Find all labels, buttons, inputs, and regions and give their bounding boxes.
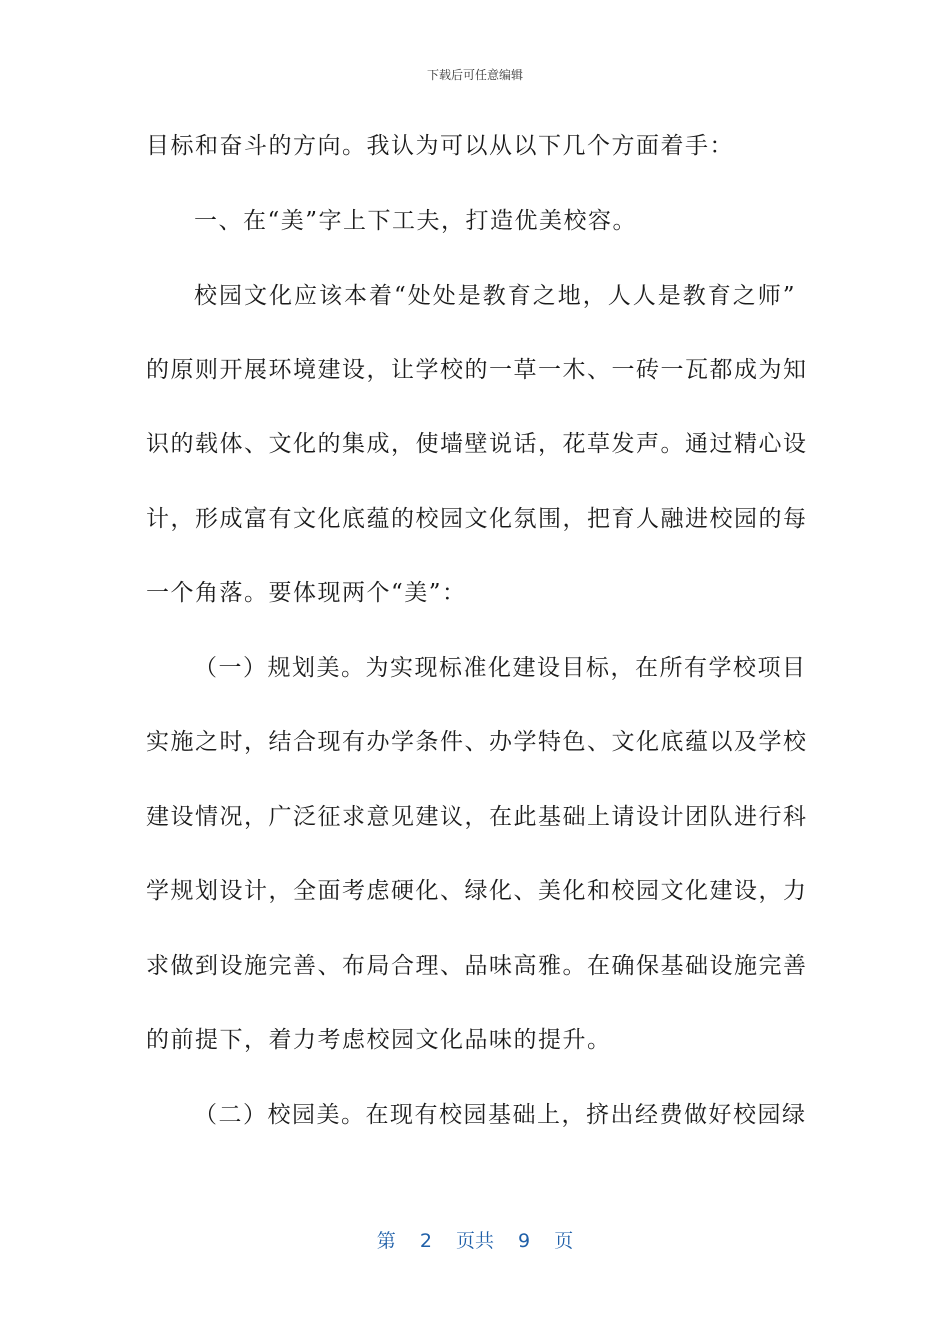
- subsection-line: （一）规划美。为实现标准化建设目标，在所有学校项目: [194, 655, 807, 681]
- header-note: 下载后可任意编辑: [426, 68, 523, 82]
- text-line: 求做到设施完善、布局合理、品味高雅。在确保基础设施完善: [146, 953, 808, 979]
- total-pages-number: 9: [518, 1230, 531, 1252]
- text-line: 学规划设计，全面考虑硬化、绿化、美化和校园文化建设，力: [146, 878, 808, 904]
- text-line: 的原则开展环境建设，让学校的一草一木、一砖一瓦都成为知: [146, 357, 808, 383]
- page-label-suffix: 页: [554, 1230, 574, 1252]
- subsection-line: （二）校园美。在现有校园基础上，挤出经费做好校园绿: [194, 1102, 807, 1128]
- text-line: 建设情况，广泛征求意见建议，在此基础上请设计团队进行科: [146, 804, 808, 830]
- text-line: 计，形成富有文化底蕴的校园文化氛围，把育人融进校园的每: [146, 506, 808, 532]
- current-page-number: 2: [419, 1230, 432, 1252]
- text-line: 目标和奋斗的方向。我认为可以从以下几个方面着手：: [146, 133, 734, 159]
- page-number-footer: [0, 1226, 950, 1253]
- text-line: 实施之时，结合现有办学条件、办学特色、文化底蕴以及学校: [146, 729, 808, 755]
- page-label-prefix: 第: [376, 1230, 396, 1252]
- text-line: 识的载体、文化的集成，使墙壁说话，花草发声。通过精心设: [146, 431, 808, 457]
- text-line: 一个角落。要体现两个“美”：: [146, 580, 467, 606]
- text-line: 校园文化应该本着“处处是教育之地，人人是教育之师”: [194, 283, 796, 309]
- section-heading: 一、在“美”字上下工夫，打造优美校容。: [194, 208, 638, 234]
- page-label-mid: 页共: [455, 1230, 494, 1252]
- text-line: 的前提下，着力考虑校园文化品味的提升。: [146, 1027, 612, 1053]
